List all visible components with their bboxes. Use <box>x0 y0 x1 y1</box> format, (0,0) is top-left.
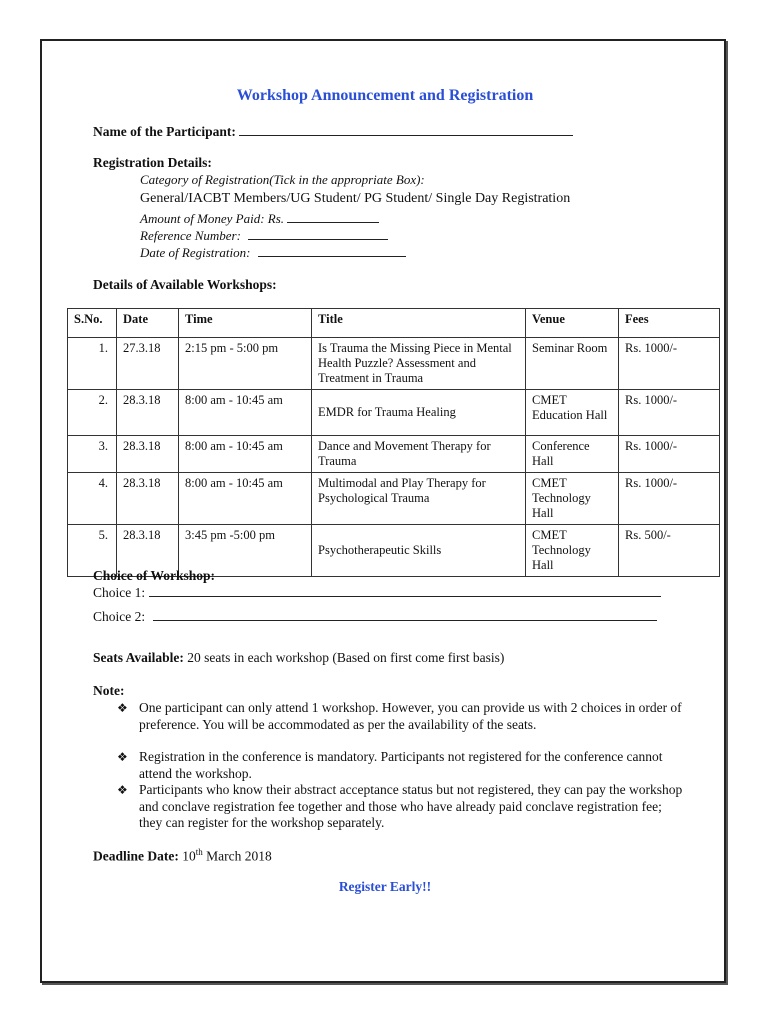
cell-venue: Seminar Room <box>526 338 619 390</box>
choice1-field[interactable] <box>149 584 661 597</box>
participant-name-row <box>93 123 573 140</box>
amount-row <box>140 210 379 227</box>
cell-title: Is Trauma the Missing Piece in Mental Health Puzzle? Assessment and Treatment in Trauma <box>312 338 526 390</box>
deadline-label: Deadline Date: <box>93 848 179 864</box>
reference-row <box>140 227 388 244</box>
cell-date: 28.3.18 <box>117 436 179 473</box>
registration-heading: Registration Details: <box>93 155 212 170</box>
amount-label: Amount of Money Paid: Rs. <box>140 211 285 226</box>
cell-venue: Conference Hall <box>526 436 619 473</box>
workshops-table <box>67 308 720 577</box>
col-header-fees: Fees <box>619 309 720 338</box>
cell-title: Dance and Movement Therapy for Trauma <box>312 436 526 473</box>
deadline-day: 10 <box>182 848 196 864</box>
col-header-sno: S.No. <box>68 309 117 338</box>
cell-sno: 2. <box>68 390 117 436</box>
col-header-title: Title <box>312 309 526 338</box>
note-heading: Note: <box>93 683 125 698</box>
participant-name-label: Name of the Participant: <box>93 124 236 139</box>
registration-date-field[interactable] <box>258 244 406 257</box>
cell-date: 28.3.18 <box>117 525 179 577</box>
table-row <box>68 338 720 390</box>
registration-date-row <box>140 244 406 261</box>
choice1-label: Choice 1: <box>93 585 146 600</box>
note-text: One participant can only attend 1 workshop. However, you can provide us with 2 choices in order of preference. You will be accommodated as per the availability of the seats. <box>139 700 682 732</box>
category-options[interactable]: General/IACBT Members/UG Student/ PG Student/ Single Day Registration <box>140 191 571 206</box>
page-title: Workshop Announcement and Registration <box>236 87 534 104</box>
cell-time: 2:15 pm - 5:00 pm <box>179 338 312 390</box>
deadline-row <box>93 847 272 865</box>
seats-label: Seats Available: <box>93 650 184 665</box>
cell-time: 3:45 pm -5:00 pm <box>179 525 312 577</box>
cell-fees: Rs. 1000/- <box>619 473 720 525</box>
cell-venue: CMET Technology Hall <box>526 473 619 525</box>
cell-date: 28.3.18 <box>117 390 179 436</box>
table-row <box>68 473 720 525</box>
registration-date-label: Date of Registration: <box>140 245 251 260</box>
cell-date: 27.3.18 <box>117 338 179 390</box>
reference-label: Reference Number: <box>140 228 241 243</box>
choice1-row <box>93 584 661 601</box>
participant-name-field[interactable] <box>239 123 573 136</box>
cell-date: 28.3.18 <box>117 473 179 525</box>
cell-fees: Rs. 1000/- <box>619 390 720 436</box>
cell-title: Multimodal and Play Therapy for Psychological Trauma <box>312 473 526 525</box>
bullet-icon: ❖ <box>117 701 128 715</box>
table-row <box>68 436 720 473</box>
table-header-row <box>68 309 720 338</box>
cell-sno: 1. <box>68 338 117 390</box>
cell-title: EMDR for Trauma Healing <box>312 390 526 436</box>
choice2-field[interactable] <box>153 608 657 621</box>
bullet-icon: ❖ <box>117 783 128 797</box>
cell-sno: 5. <box>68 525 117 577</box>
workshops-heading: Details of Available Workshops: <box>93 277 277 292</box>
deadline-suffix: th <box>195 847 203 857</box>
choice-heading: Choice of Workshop: <box>93 568 216 583</box>
note-text: Registration in the conference is mandatory. Participants not registered for the conference cannot attend the workshop. <box>139 749 663 781</box>
cell-time: 8:00 am - 10:45 am <box>179 390 312 436</box>
reference-field[interactable] <box>248 227 388 240</box>
choice2-row <box>93 608 657 625</box>
note-text: Participants who know their abstract acceptance status but not registered, they can pay the workshop and conclave registration fee together and those who have already paid conclave registration fee; they can register for the workshop separately. <box>139 782 683 830</box>
col-header-date: Date <box>117 309 179 338</box>
cell-time: 8:00 am - 10:45 am <box>179 436 312 473</box>
note-item <box>117 749 687 782</box>
cell-sno: 4. <box>68 473 117 525</box>
col-header-venue: Venue <box>526 309 619 338</box>
cell-venue: CMET Technology Hall <box>526 525 619 577</box>
cell-venue: CMET Education Hall <box>526 390 619 436</box>
table-row <box>68 390 720 436</box>
bullet-icon: ❖ <box>117 750 128 764</box>
note-item <box>117 782 687 832</box>
cell-title: Psychotherapeutic Skills <box>312 525 526 577</box>
cell-fees: Rs. 1000/- <box>619 338 720 390</box>
seats-row <box>93 650 504 666</box>
cell-fees: Rs. 1000/- <box>619 436 720 473</box>
seats-text: 20 seats in each workshop (Based on first come first basis) <box>187 650 505 665</box>
category-label: Category of Registration(Tick in the appropriate Box): <box>140 172 425 187</box>
choice2-label: Choice 2: <box>93 609 146 624</box>
col-header-time: Time <box>179 309 312 338</box>
cell-sno: 3. <box>68 436 117 473</box>
note-item <box>117 700 687 733</box>
register-early-text: Register Early!! <box>338 879 432 894</box>
cell-fees: Rs. 500/- <box>619 525 720 577</box>
cell-time: 8:00 am - 10:45 am <box>179 473 312 525</box>
deadline-rest: March 2018 <box>206 848 272 864</box>
amount-field[interactable] <box>287 210 379 223</box>
